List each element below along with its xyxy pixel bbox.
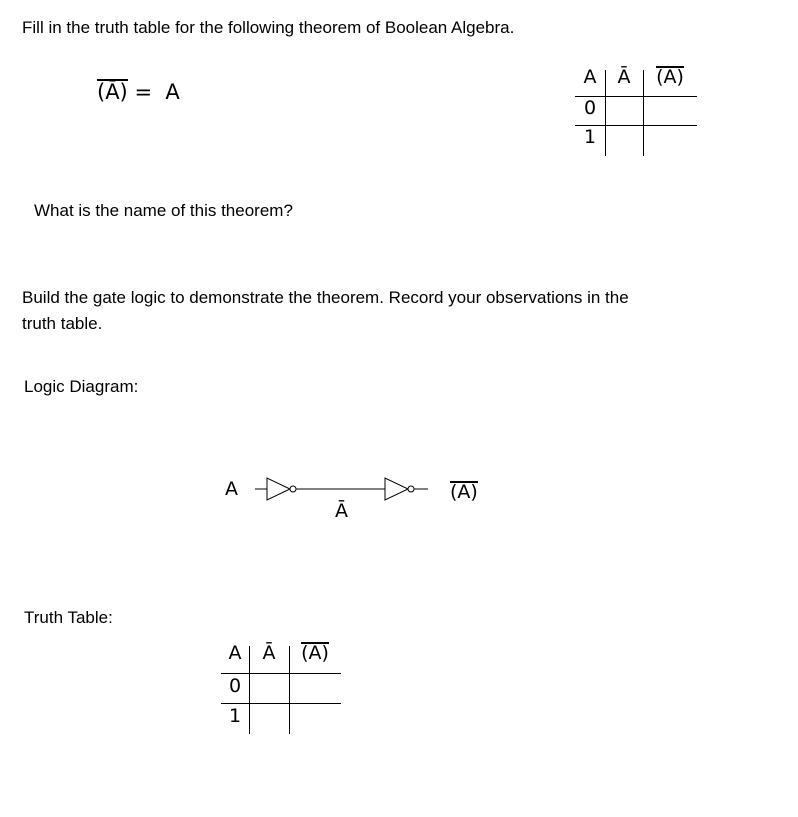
not-gate-icon [267,478,290,500]
row-1-a: 1 [583,126,597,148]
diagram-mid: Ā [335,500,348,522]
header-not-not-a: (Ā) [301,642,329,664]
header-a: A [228,642,242,664]
instructions: Fill in the truth table for the following theorem of Boolean Algebra. [22,18,515,37]
build-line-1: Build the gate logic to demonstrate the theorem. Record your observations in the [22,288,629,307]
diagram-input: A [225,478,238,500]
not-gate-icon [385,478,408,500]
theorem-equation [97,79,180,104]
truth-table-bottom [221,642,341,734]
logic-diagram [250,470,450,510]
logic-diagram-label: Logic Diagram: [24,377,139,396]
build-line-2: truth table. [22,314,103,333]
row-0-a: 0 [583,97,597,119]
truth-table-label: Truth Table: [24,608,113,627]
diagram-output: (Ā) [450,481,478,503]
theorem-lhs: (Ā) [97,80,128,104]
header-a: A [583,66,597,88]
header-not-a: Ā [617,66,631,88]
theorem-equals: = [134,80,153,104]
header-not-a: Ā [262,642,276,664]
question: What is the name of this theorem? [34,201,293,220]
theorem-rhs: A [165,80,180,104]
header-not-not-a: (Ā) [656,66,684,88]
row-1-a: 1 [228,705,242,727]
row-0-a: 0 [228,675,242,697]
truth-table-top [575,66,697,156]
